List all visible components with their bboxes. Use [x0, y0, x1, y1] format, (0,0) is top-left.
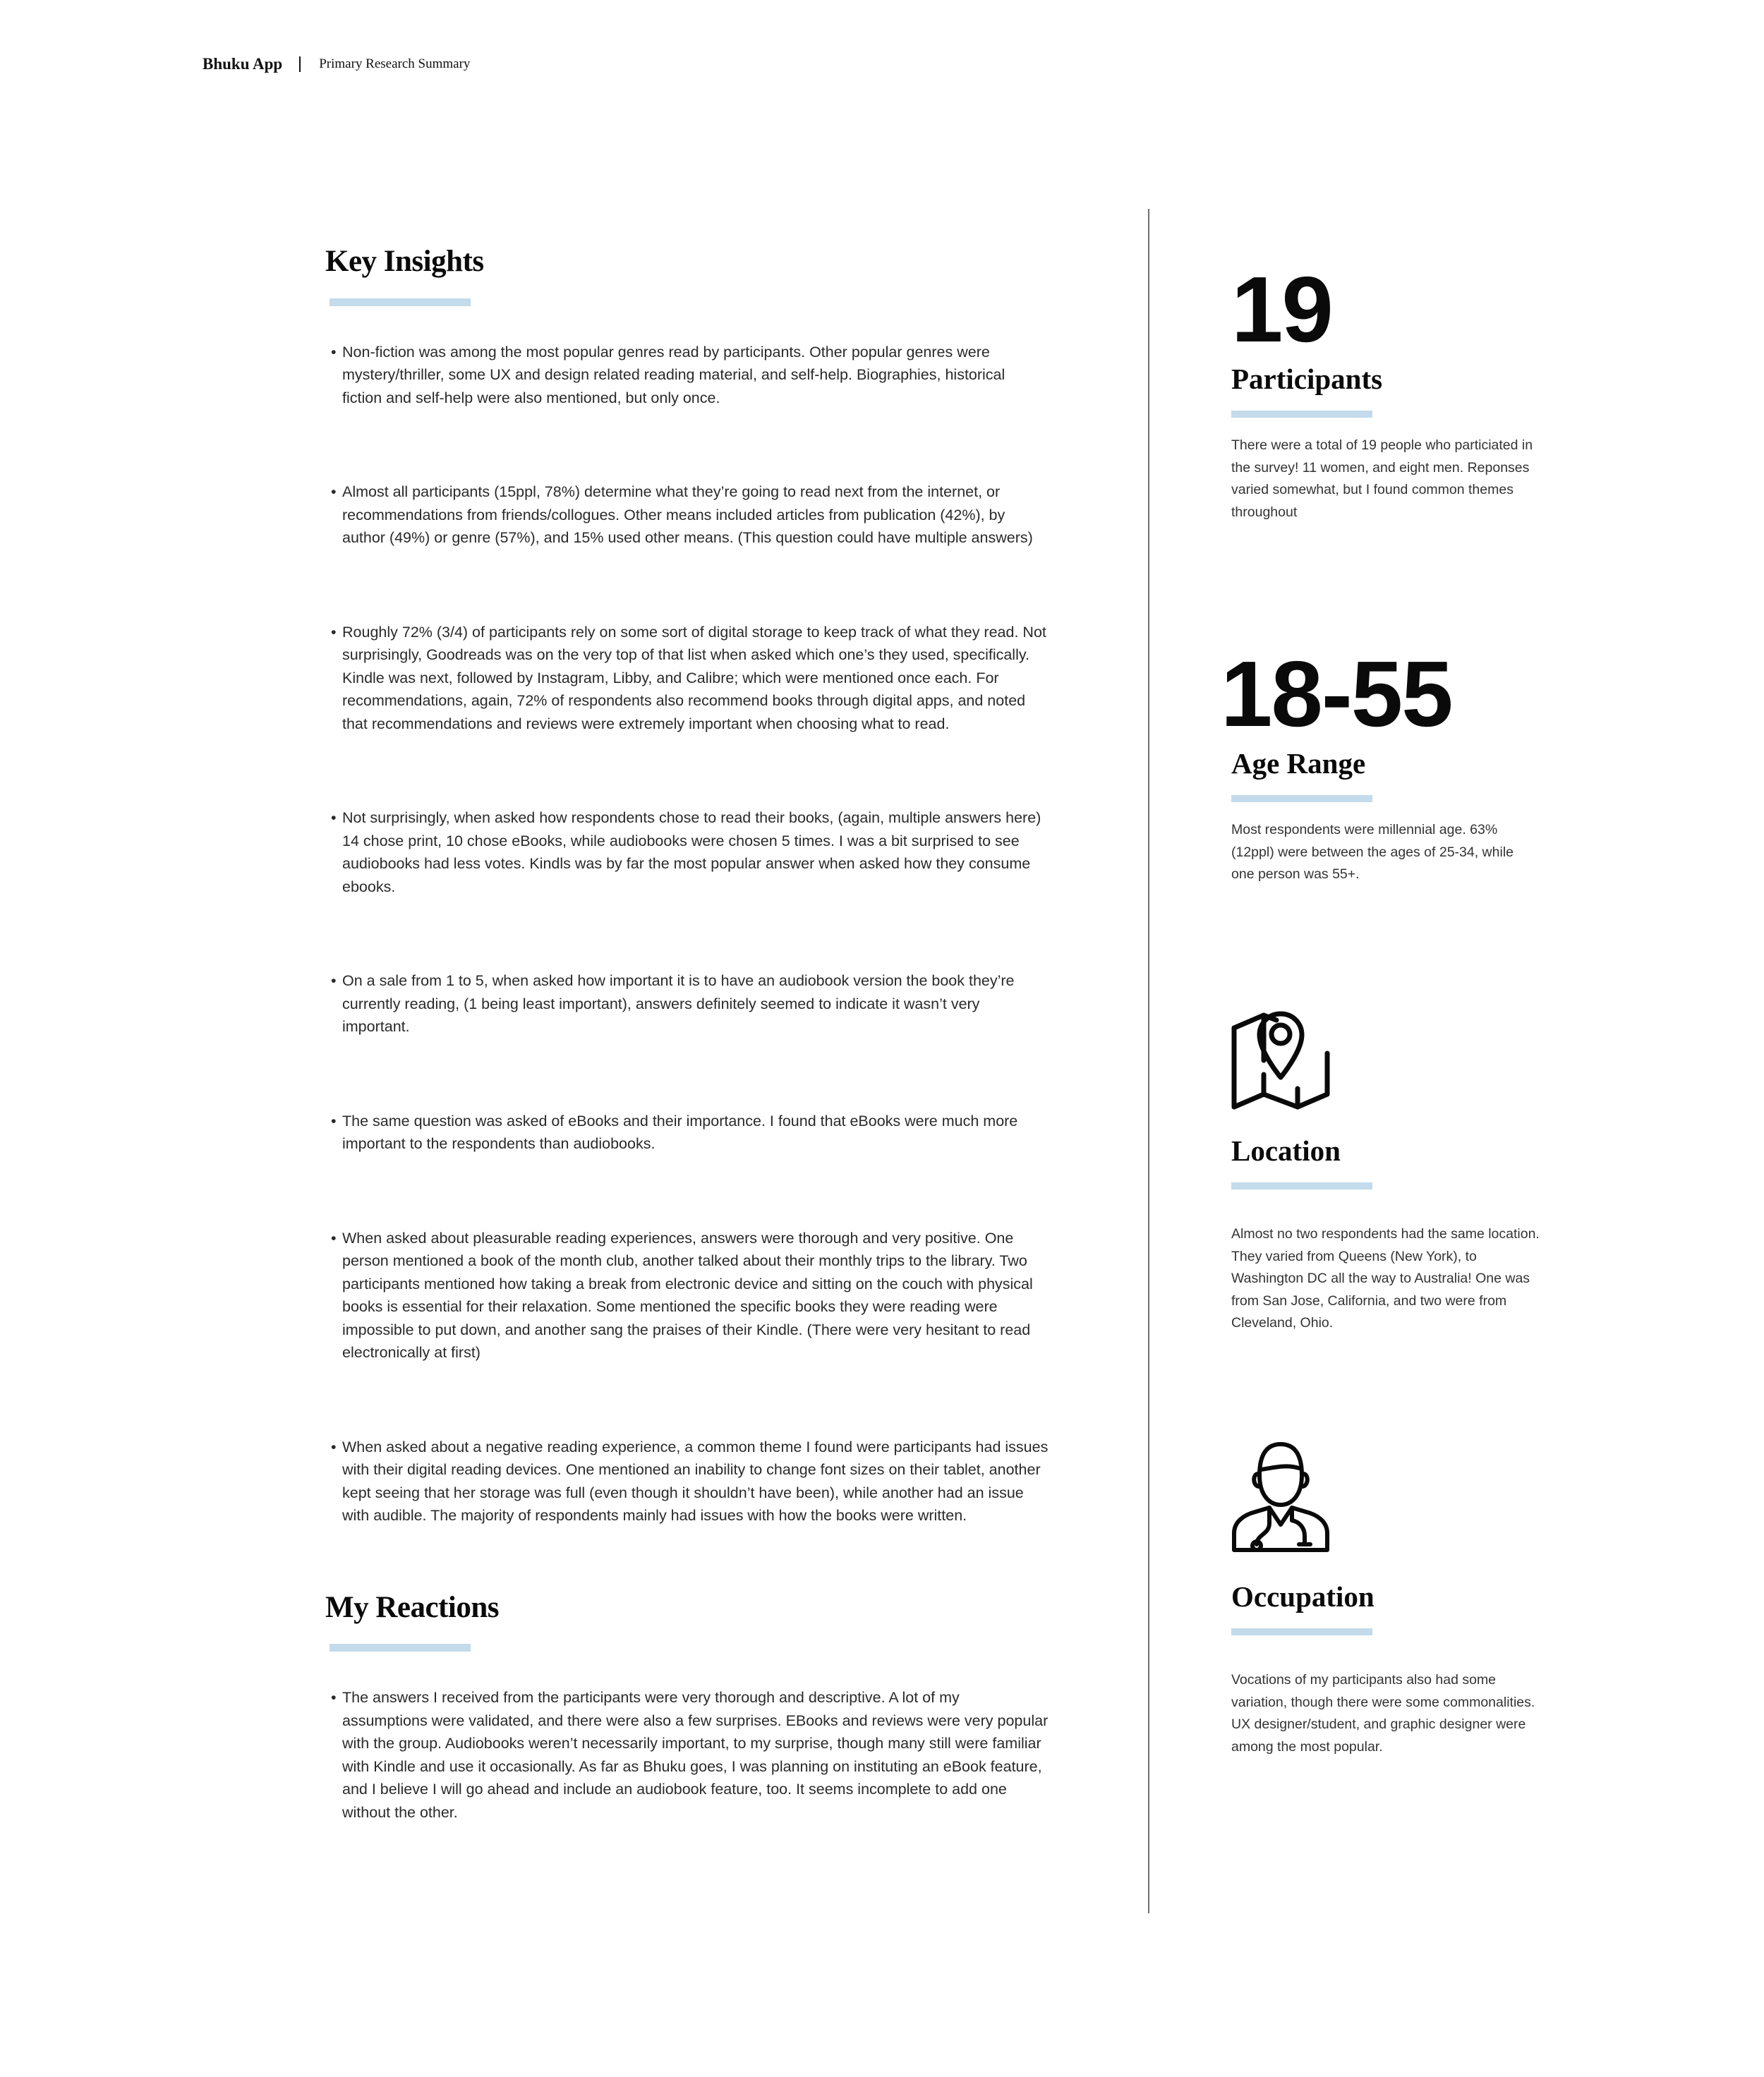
participants-stat [1231, 258, 1542, 523]
header-separator [299, 56, 301, 72]
location-underline [1231, 1182, 1372, 1189]
participants-underline [1231, 411, 1372, 418]
age-range-underline [1231, 795, 1372, 802]
main-column [325, 243, 1049, 1824]
column-divider [1148, 209, 1149, 1913]
location-label: Location [1231, 1134, 1341, 1167]
participants-number: 19 [1231, 258, 1332, 361]
location-description: Almost no two respondents had the same location. They varied from Queens (New York), to Washington DC all the way to Australia! One was from San Jose, California, and two were from Cleveland, Ohio. [1231, 1226, 1540, 1331]
insight-bullet: • Almost all participants (15ppl, 78%) determine what they’re going to read next from the internet, or recommendations from friends/collogues. Other means included articles from publication (42%), by author (49%) or genre (57%), and 15% used other means. (This question could have multiple answers) [325, 480, 1049, 550]
occupation-description: Vocations of my participants also had some variation, though there were some commonalities. UX designer/student, and graphic designer were among the most popular. [1231, 1672, 1535, 1755]
key-insights-title: Key Insights [325, 245, 484, 278]
age-range-description: Most respondents were millennial age. 63% (12ppl) were between the ages of 25-34, while one person was 55+. [1231, 822, 1514, 883]
age-range-number: 18-55 [1221, 642, 1452, 746]
key-insights-list [325, 341, 1049, 1527]
age-range-label: Age Range [1231, 747, 1366, 780]
insight-bullet: • Roughly 72% (3/4) of participants rely on some sort of digital storage to keep track of what they read. Not surprisingly, Goodreads was on the very top of that list when asked which one’s they used, specifically. Kindle was next, followed by Instagram, Libby, and Calibre; which were mentioned once each. For recommendations, again, 72% of respondents also recommend books through digital apps, and noted that recommendations and reviews were extremely important when choosing what to read. [325, 621, 1049, 736]
my-reactions-underline [330, 1644, 471, 1652]
person-occupation-icon [1231, 1440, 1542, 1553]
insight-bullet: • When asked about pleasurable reading experiences, answers were thorough and very positive. One person mentioned a book of the month club, another talked about their monthly trips to the library. Two participants mentioned how taking a break from electronic device and sitting on the couch with physical books is essential for their relaxation. Some mentioned the specific books they were reading were impossible to put down, and another sang the praises of their Kindle. (There were very hesitant to read electronically at first) [325, 1227, 1049, 1364]
brand-name: Bhuku App [203, 55, 283, 73]
insight-bullet: • Not surprisingly, when asked how respondents chose to read their books, (again, multiple answers here) 14 chose print, 10 chose eBooks, while audiobooks were chosen 5 times. I was a bit surprised to see audiobooks had less votes. Kindls was by far the most popular answer when asked how they consume ebooks. [325, 806, 1049, 898]
insight-bullet: • On a sale from 1 to 5, when asked how important it is to have an audiobook version the book they’re currently reading, (1 being least important), answers definitely seemed to indicate it wasn’t very important. [325, 969, 1049, 1038]
my-reactions-list [325, 1686, 1049, 1824]
insight-bullet: • The same question was asked of eBooks and their importance. I found that eBooks were much more important to the respondents than audiobooks. [325, 1110, 1049, 1156]
map-location-icon [1231, 1011, 1542, 1111]
insight-bullet: • Non-fiction was among the most popular genres read by participants. Other popular genres were mystery/thriller, some UX and design related reading material, and self-help. Biographies, historical fiction and self-help were also mentioned, but only once. [325, 341, 1049, 410]
location-stat [1231, 1011, 1542, 1335]
occupation-label: Occupation [1231, 1580, 1375, 1613]
age-range-stat [1221, 642, 1531, 886]
occupation-stat [1231, 1440, 1542, 1758]
key-insights-section [325, 243, 1049, 1527]
page-header [203, 55, 470, 73]
my-reactions-section [325, 1589, 1049, 1824]
key-insights-underline [330, 298, 471, 306]
insight-bullet: • When asked about a negative reading experience, a common theme I found were participants had issues with their digital reading devices. One mentioned an inability to change font sizes on their tablet, another kept seeing that her storage was full (even though it shouldn’t have been), while another had an issue with audible. The majority of respondents mainly had issues with how the books were written. [325, 1436, 1049, 1527]
occupation-underline [1231, 1628, 1372, 1635]
document-title: Primary Research Summary [319, 56, 471, 71]
participants-label: Participants [1231, 363, 1383, 395]
reaction-bullet: • The answers I received from the participants were very thorough and descriptive. A lot of my assumptions were validated, and there were also a few surprises. EBooks and reviews were very popular with the group. Audiobooks weren’t necessarily important, to my surprise, though many still were familiar with Kindle and use it occasionally. As far as Bhuku goes, I was planning on instituting an eBook feature, and I believe I will go ahead and include an audiobook feature, too. It seems incomplete to add one without the other. [325, 1686, 1049, 1824]
my-reactions-title: My Reactions [325, 1590, 499, 1624]
participants-description: There were a total of 19 people who particiated in the survey! 11 women, and eight men. Reponses varied somewhat, but I found common themes throughout [1231, 437, 1533, 520]
